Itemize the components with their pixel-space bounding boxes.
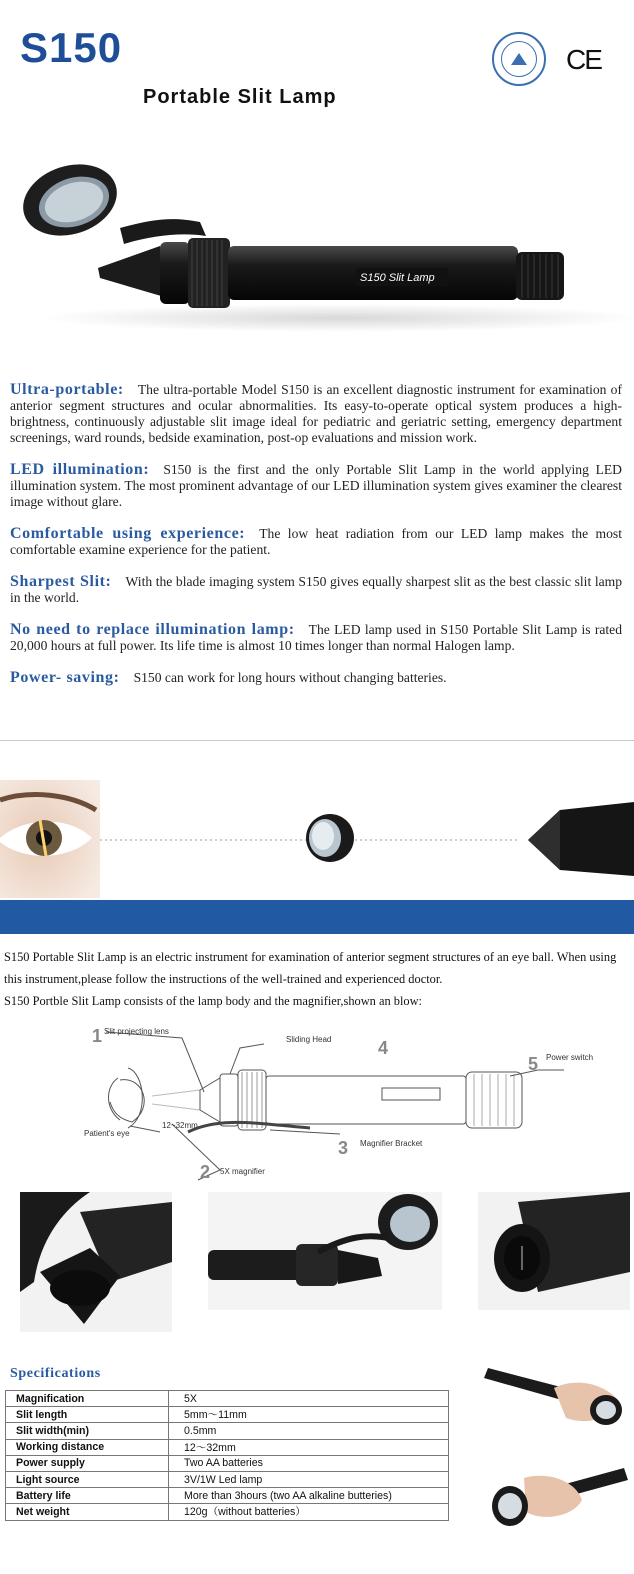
photo-lamp-with-magnifier [208,1192,442,1310]
diagram-label-5: Power switch [546,1053,594,1062]
photo-cone-closeup [20,1192,172,1332]
product-title: Portable Slit Lamp [143,86,337,108]
diagram-num-2: 2 [200,1162,211,1182]
diagram-num-4: 4 [378,1038,389,1058]
feature-no-replace-lamp [10,622,622,654]
blue-band [0,900,634,934]
specifications-table [5,1390,449,1521]
parts-diagram [70,1020,610,1190]
iso-certification-badge [492,32,546,86]
diagram-range: 12~32mm [162,1121,198,1130]
feature-power-saving [10,670,622,686]
intro-text [4,946,630,1012]
feature-text: With the blade imaging system S150 gives equally sharpest slit as the best classic slit lamp in the world. [10,574,622,605]
diagram-num-1: 1 [92,1026,103,1046]
table-row [6,1455,449,1471]
spec-key: Battery life [6,1488,169,1504]
table-row [6,1504,449,1520]
feature-heading: No need to replace illumination lamp: [10,621,295,638]
diagram-patient-eye: Patient's eye [84,1129,130,1138]
feature-heading: Ultra-portable: [10,381,124,398]
hero-lamp-label: S150 Slit Lamp [360,272,435,284]
table-row [6,1488,449,1504]
feature-text: S150 is the first and the only Portable Slit Lamp in the world applying LED illumination system. The most prominent advantage of our LED illumination system gives examiner the clearest image without glare. [10,462,622,509]
feature-ultra-portable [10,382,622,446]
section-divider [0,740,634,741]
diagram-num-3: 3 [338,1138,349,1158]
feature-heading: Power- saving: [10,669,120,686]
feature-heading: Sharpest Slit: [10,573,112,590]
spec-key: Slit length [6,1407,169,1423]
table-row [6,1423,449,1439]
spec-value: 0.5mm [169,1423,449,1439]
spec-key: Working distance [6,1439,169,1455]
feature-text: The low heat radiation from our LED lamp makes the most comfortable examine experience for the patient. [10,526,622,557]
ce-mark: CE [566,44,601,75]
table-row [6,1439,449,1455]
spec-value: 3V/1W Led lamp [169,1471,449,1487]
spec-key: Light source [6,1471,169,1487]
photo-power-switch [478,1192,630,1310]
feature-led-illumination [10,462,622,510]
photo-hand-holding-lamp-1 [484,1348,630,1432]
feature-text: The ultra-portable Model S150 is an excellent diagnostic instrument for examination of anterior segment structures and ocular abnormalities. Its easy-to-operate optical system produces a high-brightness, continuously adjustable slit image ideal for pediatric and geriatric setting, emergency department screenings, ward rounds, bedside examination, post-op evaluations and mission work. [10,382,622,445]
intro-line-1: S150 Portable Slit Lamp is an electric instrument for examination of anterior segment structures of an eye ball. When using this instrument,please follow the instructions of the well-trained and experienced doctor. [4,950,617,986]
feature-text: S150 can work for long hours without changing batteries. [133,670,447,685]
feature-heading: LED illumination: [10,461,150,478]
photo-hand-holding-lamp-2 [484,1448,630,1540]
diagram-label-2: 5X magnifier [220,1167,265,1176]
diagram-label-1: Slit projecting lens [104,1027,169,1036]
table-row [6,1471,449,1487]
spec-value: 120g（without batteries） [169,1504,449,1520]
diagram-label-4: Sliding Head [286,1035,332,1044]
table-row [6,1407,449,1423]
spec-key: Power supply [6,1455,169,1471]
spec-value: 5mm～11mm [169,1407,449,1423]
spec-key: Net weight [6,1504,169,1520]
spec-key: Slit width(min) [6,1423,169,1439]
feature-text: The LED lamp used in S150 Portable Slit Lamp is rated 20,000 hours at full power. Its life time is almost 10 times longer than normal Halogen lamp. [10,622,622,653]
feature-heading: Comfortable using experience: [10,525,246,542]
spec-key: Magnification [6,1391,169,1407]
feature-sharpest-slit [10,574,622,606]
feature-comfortable [10,526,622,558]
diagram-label-3: Magnifier Bracket [360,1139,423,1148]
table-row [6,1391,449,1407]
hero-slit-lamp-image [0,150,634,350]
diagram-num-5: 5 [528,1054,539,1074]
intro-line-2: S150 Portble Slit Lamp consists of the lamp body and the magnifier,shown an blow: [4,994,422,1008]
model-name: S150 [20,24,123,71]
spec-value: 5X [169,1391,449,1407]
spec-value: 12～32mm [169,1439,449,1455]
specifications-title: Specifications [10,1366,101,1381]
spec-value: More than 3hours (two AA alkaline butteries) [169,1488,449,1504]
triangle-icon [511,53,527,65]
eye-lens-lamp-image [0,780,634,898]
spec-value: Two AA batteries [169,1455,449,1471]
features-section [10,382,622,702]
